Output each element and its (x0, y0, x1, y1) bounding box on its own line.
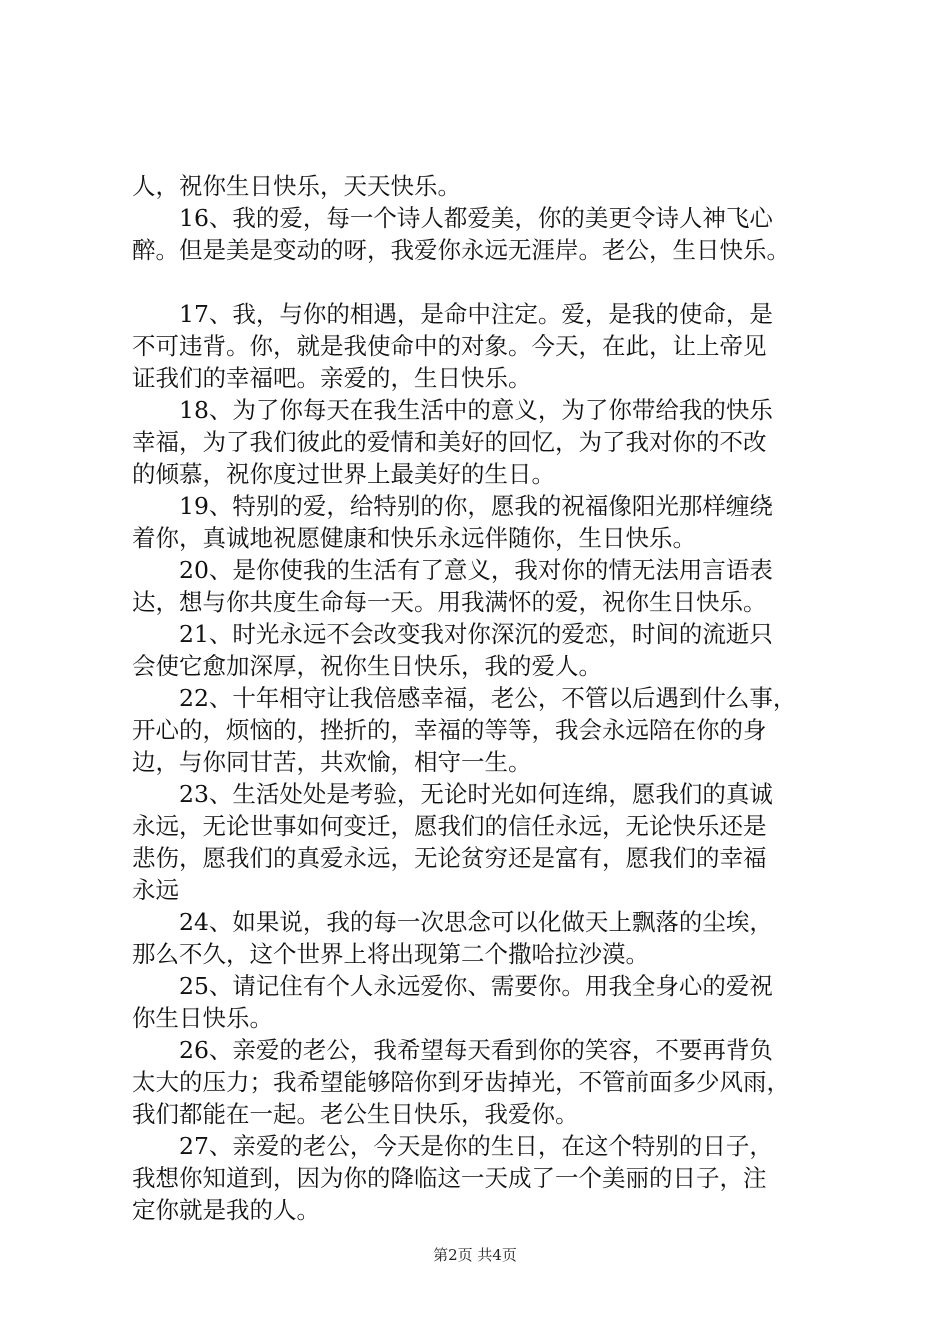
text-line: 边，与你同甘苦，共欢愉，相守一生。 (132, 748, 532, 776)
text-line: 幸福，为了我们彼此的爱情和美好的回忆，为了我对你的不改 (132, 428, 767, 456)
text-line: 不可违背。你，就是我使命中的对象。今天，在此，让上帝见 (132, 332, 767, 360)
text-line: 24、如果说，我的每一次思念可以化做天上飘落的尘埃， (132, 908, 773, 936)
text-line: 定你就是我的人。 (132, 1196, 320, 1224)
text-line: 永远 (132, 876, 179, 904)
text-line: 开心的，烦恼的，挫折的，幸福的等等，我会永远陪在你的身 (132, 716, 767, 744)
text-line: 悲伤，愿我们的真爱永远，无论贫穷还是富有，愿我们的幸福 (132, 844, 767, 872)
text-line: 会使它愈加深厚，祝你生日快乐，我的爱人。 (132, 652, 602, 680)
text-line: 太大的压力；我希望能够陪你到牙齿掉光，不管前面多少风雨， (132, 1068, 790, 1096)
text-line: 你生日快乐。 (132, 1004, 273, 1032)
text-line: 达，想与你共度生命每一天。用我满怀的爱，祝你生日快乐。 (132, 588, 767, 616)
text-line: 26、亲爱的老公，我希望每天看到你的笑容，不要再背负 (132, 1036, 773, 1064)
text-line: 21、时光永远不会改变我对你深沉的爱恋，时间的流逝只 (132, 620, 773, 648)
text-line: 17、我，与你的相遇，是命中注定。爱，是我的使命，是 (132, 300, 773, 328)
text-line: 23、生活处处是考验，无论时光如何连绵，愿我们的真诚 (132, 780, 773, 808)
text-line: 醉。但是美是变动的呀，我爱你永远无涯岸。老公，生日快乐。 (132, 236, 790, 264)
page-number-footer: 第2页 共4页 (433, 1246, 517, 1264)
text-line: 永远，无论世事如何变迁，愿我们的信任永远，无论快乐还是 (132, 812, 767, 840)
text-line: 我想你知道到，因为你的降临这一天成了一个美丽的日子，注 (132, 1164, 767, 1192)
text-line: 着你，真诚地祝愿健康和快乐永远伴随你，生日快乐。 (132, 524, 696, 552)
text-line: 证我们的幸福吧。亲爱的，生日快乐。 (132, 364, 532, 392)
text-line: 我们都能在一起。老公生日快乐，我爱你。 (132, 1100, 579, 1128)
text-line: 人，祝你生日快乐，天天快乐。 (132, 172, 461, 200)
text-line: 那么不久，这个世界上将出现第二个撒哈拉沙漠。 (132, 940, 649, 968)
text-line: 22、十年相守让我倍感幸福，老公，不管以后遇到什么事， (132, 684, 797, 712)
text-line: 25、请记住有个人永远爱你、需要你。用我全身心的爱祝 (132, 972, 773, 1000)
text-line: 的倾慕，祝你度过世界上最美好的生日。 (132, 460, 555, 488)
text-line: 16、我的爱，每一个诗人都爱美，你的美更令诗人神飞心 (132, 204, 773, 232)
text-line: 27、亲爱的老公，今天是你的生日，在这个特别的日子， (132, 1132, 773, 1160)
text-line: 19、特别的爱，给特别的你，愿我的祝福像阳光那样缠绕 (132, 492, 773, 520)
text-line: 18、为了你每天在我生活中的意义，为了你带给我的快乐 (132, 396, 773, 424)
text-line: 20、是你使我的生活有了意义，我对你的情无法用言语表 (132, 556, 773, 584)
